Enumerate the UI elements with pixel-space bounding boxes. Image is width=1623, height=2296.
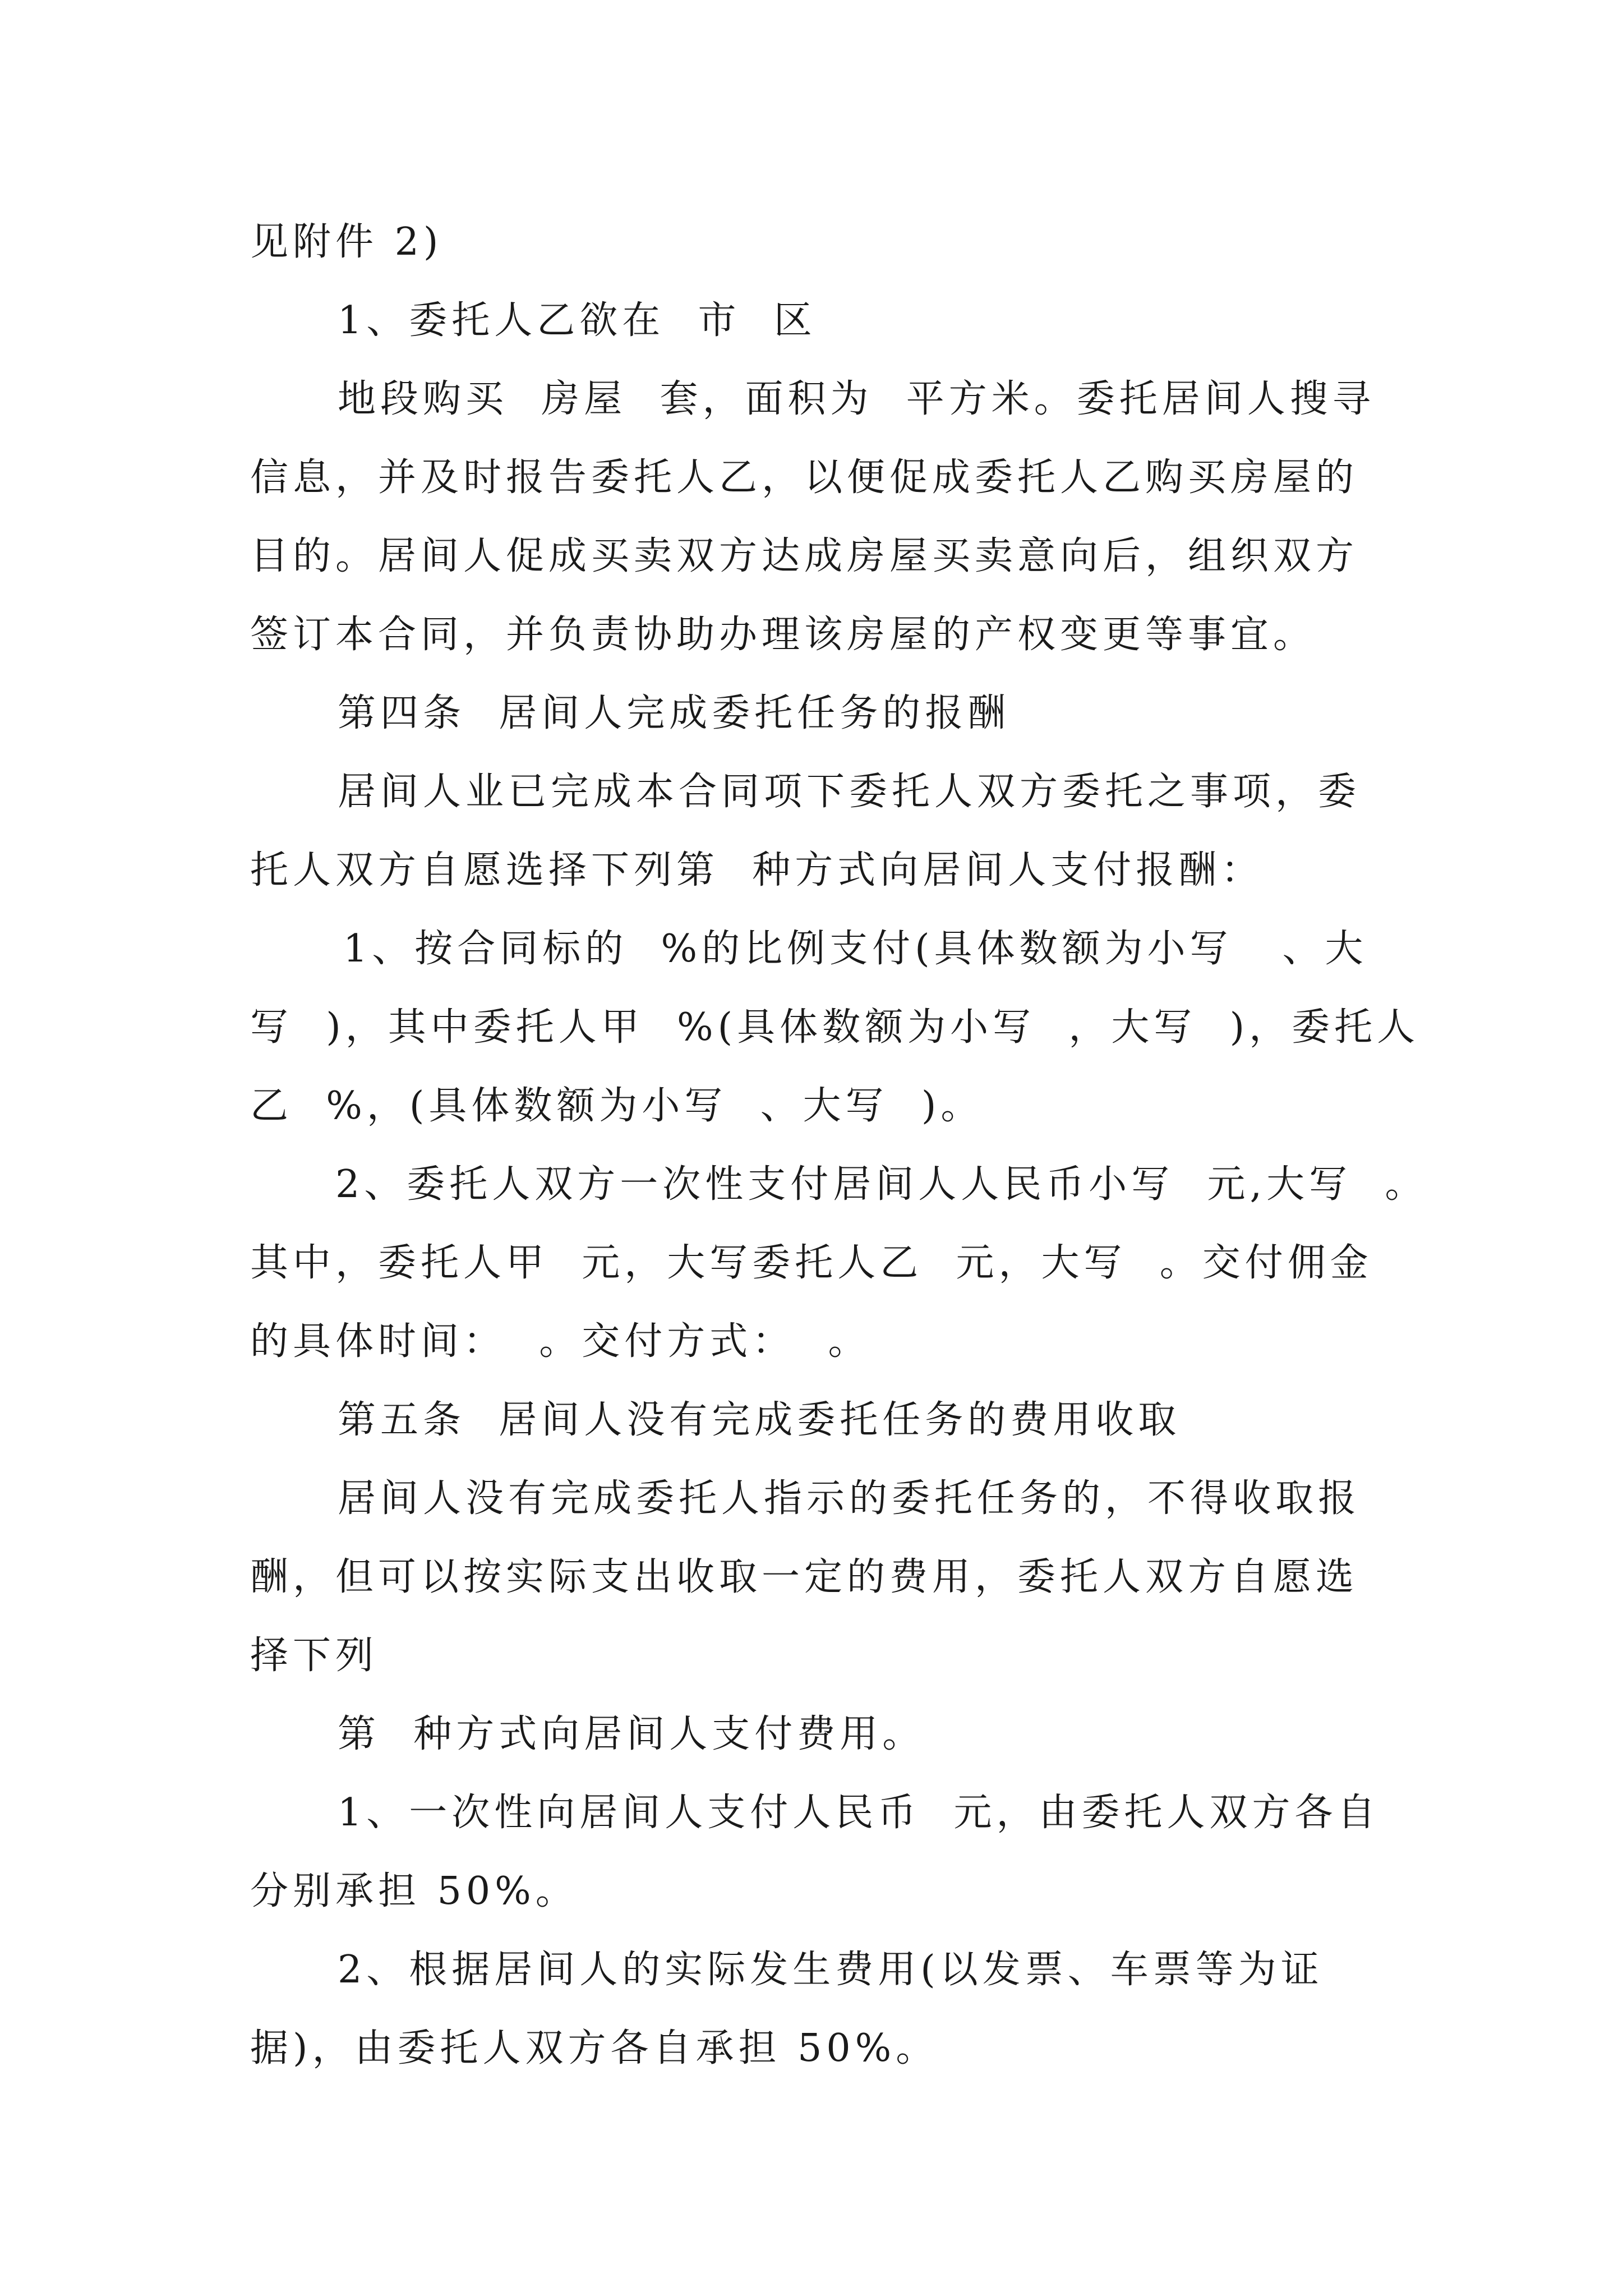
text-line: 据)，由委托人双方各自承担 50%。 bbox=[250, 2026, 939, 2070]
text-line: 其中，委托人甲 元，大写委托人乙 元，大写 。交付佣金 bbox=[250, 1241, 1373, 1285]
text-line: 目的。居间人促成买卖双方达成房屋买卖意向后，组织双方 bbox=[250, 534, 1359, 578]
text-line: 第五条 居间人没有完成委托任务的费用收取 bbox=[338, 1398, 1181, 1442]
text-line: 2、委托人双方一次性支付居间人人民币小写 元,大写 。 bbox=[335, 1162, 1428, 1207]
text-line: 分别承担 50%。 bbox=[250, 1869, 578, 1913]
text-line: 居间人业已完成本合同项下委托人双方委托之事项，委 bbox=[338, 770, 1361, 814]
text-line: 酬，但可以按实际支出收取一定的费用，委托人双方自愿选 bbox=[250, 1555, 1359, 1599]
text-line: 托人双方自愿选择下列第 种方式向居间人支付报酬： bbox=[250, 848, 1264, 892]
text-line: 写 )，其中委托人甲 %(具体数额为小写 ，大写 )，委托人 bbox=[250, 1005, 1420, 1050]
text-line: 乙 %，(具体数额为小写 、大写 )。 bbox=[250, 1084, 984, 1128]
text-line: 2、根据居间人的实际发生费用(以发票、车票等为证 bbox=[338, 1948, 1324, 1992]
text-line: 第四条 居间人完成委托任务的报酬 bbox=[338, 691, 1011, 735]
text-line: 1、一次性向居间人支付人民币 元，由委托人双方各自 bbox=[338, 1791, 1380, 1835]
text-line: 1、按合同标的 %的比例支付(具体数额为小写 、大 bbox=[343, 927, 1368, 971]
text-line: 地段购买 房屋 套，面积为 平方米。委托居间人搜寻 bbox=[338, 377, 1375, 421]
text-line: 居间人没有完成委托人指示的委托任务的，不得收取报 bbox=[338, 1476, 1361, 1521]
text-line: 见附件 2) bbox=[250, 220, 443, 264]
text-line: 信息，并及时报告委托人乙，以便促成委托人乙购买房屋的 bbox=[250, 455, 1359, 500]
text-line: 择下列 bbox=[250, 1634, 379, 1678]
text-line: 签订本合同，并负责协助办理该房屋的产权变更等事宜。 bbox=[250, 613, 1316, 657]
text-line: 的具体时间： 。交付方式： 。 bbox=[250, 1319, 871, 1364]
text-line: 1、委托人乙欲在 市 区 bbox=[338, 298, 817, 343]
text-line: 第 种方式向居间人支付费用。 bbox=[338, 1712, 925, 1756]
